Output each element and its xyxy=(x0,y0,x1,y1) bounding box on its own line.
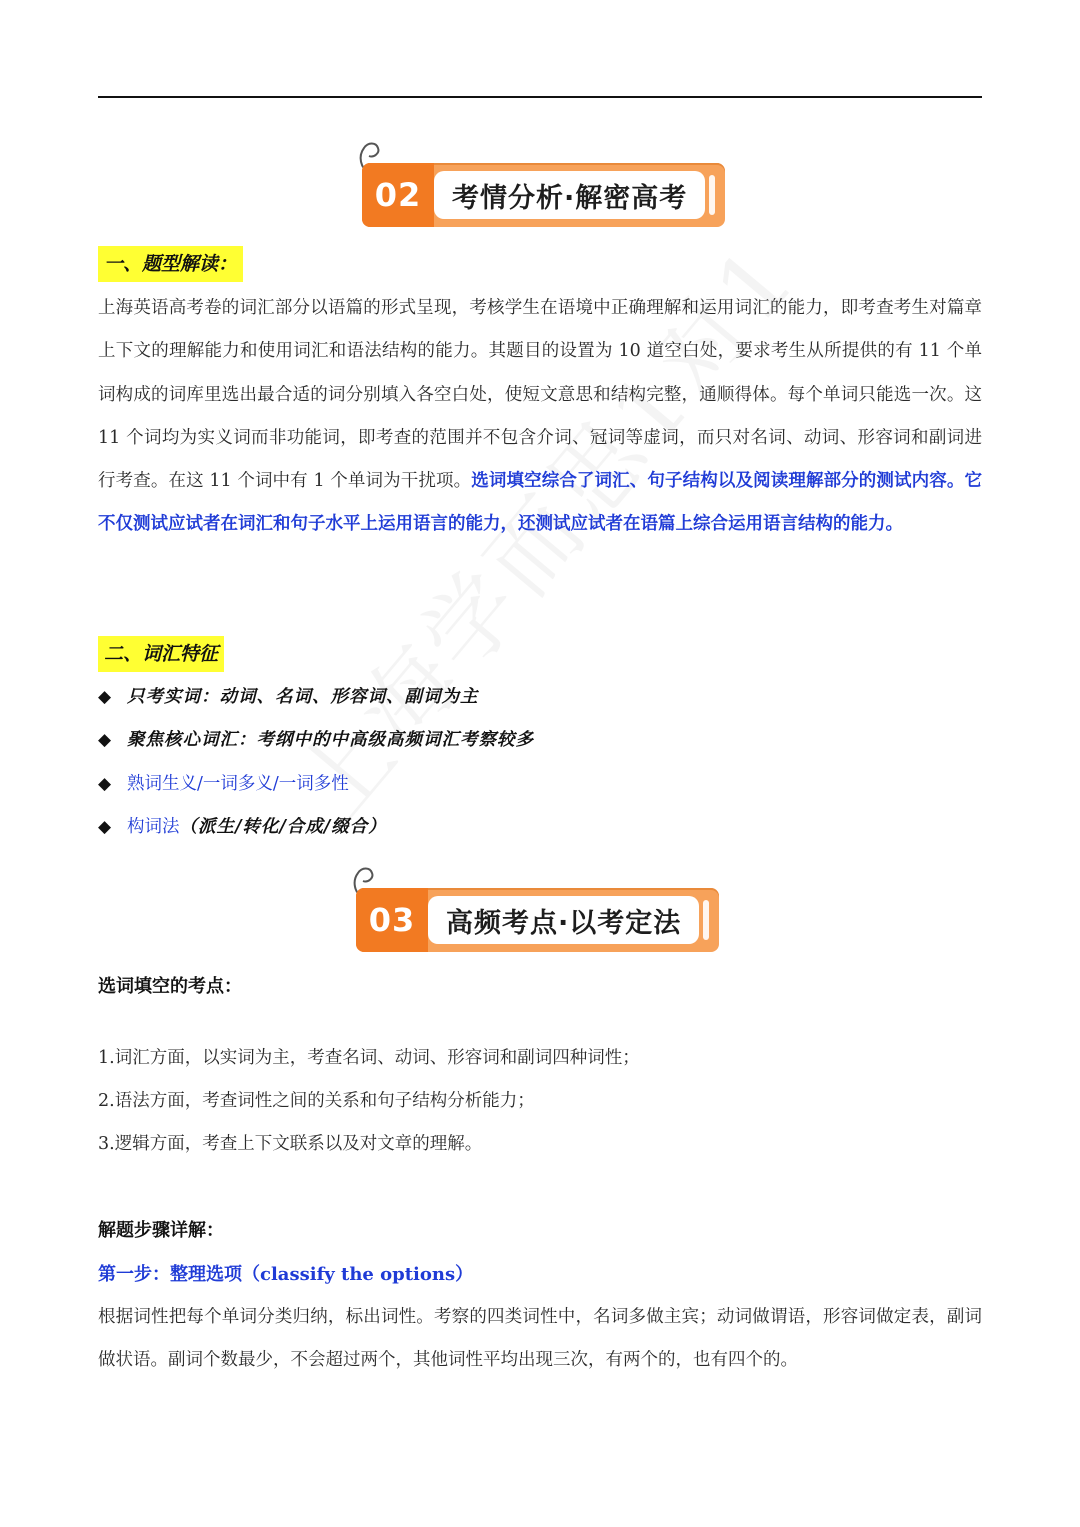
header-rule xyxy=(98,96,982,98)
feature-text: 熟词生义/一词多义/一词多性 xyxy=(127,773,349,794)
section-banner-03 xyxy=(356,885,719,955)
points-heading: 选词填空的考点： xyxy=(98,976,242,997)
step1-title: 第一步：整理选项（classify the options） xyxy=(98,1264,474,1285)
banner-tail xyxy=(709,175,715,215)
step1-text: 根据词性把每个单词分类归纳，标出词性。考察的四类词性中，名词多做主宾；动词做谓语，形容词做定表，副词做状语。副词个数最少，不会超过两个，其他词性平均出现三次，有两个的，也有四个的。 xyxy=(98,1307,982,1371)
part1-paragraph-emphasis: 选词填空综合了词汇、句子结构以及阅读理解部分的测试内容。它不仅测试应试者在词汇和句子水平上运用语言的能力，还测试应试者在语篇上综合运用语言结构的能力。 xyxy=(98,471,983,535)
part1-paragraph xyxy=(98,287,982,547)
part1-heading: 一、题型解读： xyxy=(98,246,243,282)
section-number: 03 xyxy=(356,888,428,952)
point-item-3: 3.逻辑方面，考查上下文联系以及对文章的理解。 xyxy=(98,1134,483,1154)
list-item xyxy=(98,719,982,762)
point-item-2: 2.语法方面，考查词性之间的关系和句子结构分析能力； xyxy=(98,1091,535,1111)
feature-text: （派生/转化/合成/缀合） xyxy=(179,816,387,837)
feature-list xyxy=(98,676,982,849)
part1-paragraph-plain: 上海英语高考卷的词汇部分以语篇的形式呈现，考核学生在语境中正确理解和运用词汇的能力，即考查考生对篇章上下文的理解能力和使用词汇和语法结构的能力。其题目的设置为 10 道空白处，要求考生从所提供的有 11 个单词构成的词库里选出最合适的词分别填入各空白处，使短文意思和结构完整，通顺得体。每个单词只能选一次。这 11 个词均为实义词而非功能词，即考查的范围并不包含介词、冠词等虚词，而只对名词、动词、形容词和副词进行考查。在这 11 个词中有 1 个单词为干扰项。 xyxy=(98,298,982,492)
feature-text-emphasis: 构词法 xyxy=(127,816,180,837)
section-number: 02 xyxy=(362,163,434,227)
list-item xyxy=(98,763,982,806)
list-item xyxy=(98,676,982,719)
diamond-bullet-icon: ◆ xyxy=(98,773,112,794)
section-title: 考情分析·解密高考 xyxy=(434,171,705,219)
section-banner-02 xyxy=(362,160,725,230)
banner-tail xyxy=(703,900,709,940)
diamond-bullet-icon: ◆ xyxy=(98,816,112,837)
point-item-1: 1.词汇方面，以实词为主，考查名词、动词、形容词和副词四种词性； xyxy=(98,1048,640,1068)
diamond-bullet-icon: ◆ xyxy=(98,687,112,707)
part2-heading: 二、词汇特征 xyxy=(98,636,224,672)
section-title: 高频考点·以考定法 xyxy=(428,896,699,944)
steps-heading: 解题步骤详解： xyxy=(98,1220,224,1241)
diamond-bullet-icon: ◆ xyxy=(98,730,112,751)
feature-text: 聚焦核心词汇：考纲中的中高级高频词汇考察较多 xyxy=(127,730,534,751)
document-page xyxy=(98,0,982,1527)
feature-text: 只考实词：动词、名词、形容词、副词为主 xyxy=(127,687,479,707)
list-item xyxy=(98,806,982,849)
